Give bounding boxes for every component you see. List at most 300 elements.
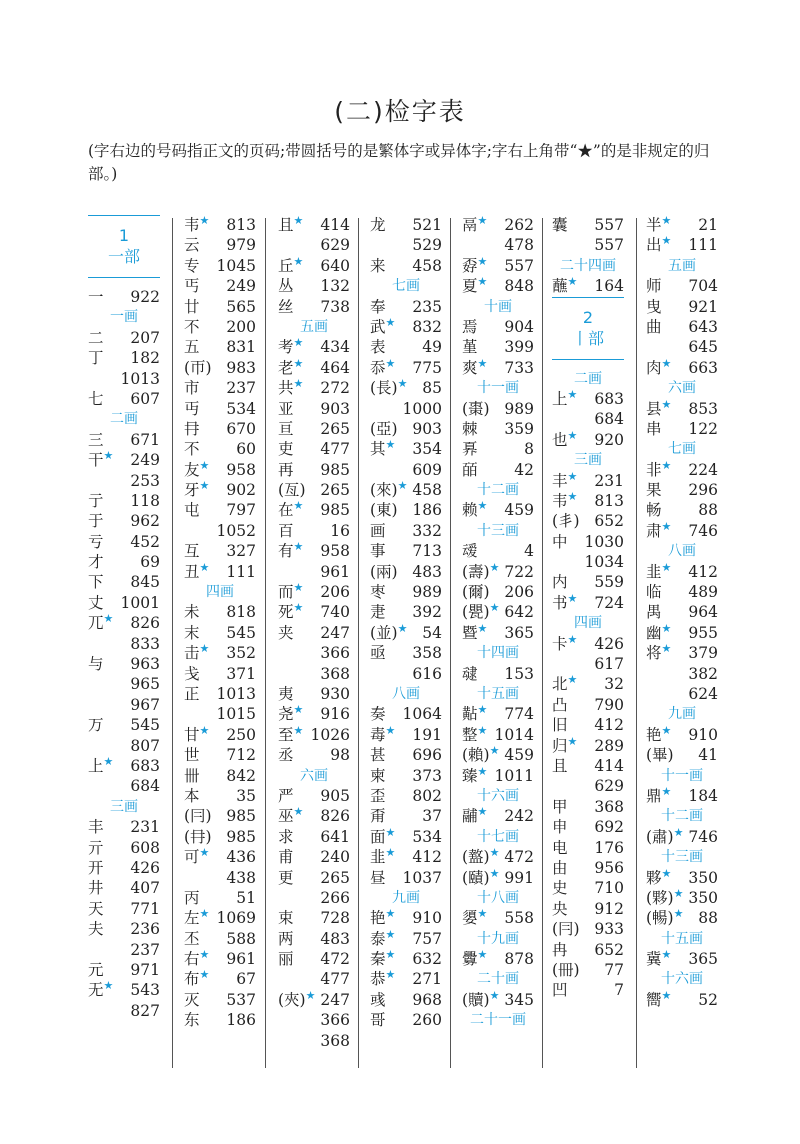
index-entry [278, 439, 350, 459]
entry-character: 奏 [370, 705, 386, 724]
entry-character: 正 [184, 684, 200, 703]
entry-page-number: 629 [320, 236, 350, 255]
entry-page-number: 529 [412, 236, 442, 255]
entry-character: 冀★ [646, 947, 672, 969]
entry-page-number: 371 [226, 664, 256, 683]
entry-page-number: 98 [330, 746, 350, 765]
stroke-count-header: 九画 [392, 889, 420, 906]
entry-page-number: 41 [698, 746, 718, 765]
entry-page-number: 746 [688, 521, 718, 540]
entry-character: 堇 [462, 338, 478, 357]
index-column [370, 215, 442, 1031]
entry-page-number: 692 [594, 818, 624, 837]
entry-page-number: 250 [226, 725, 256, 744]
index-entry [184, 664, 256, 684]
index-entry [462, 949, 534, 969]
entry-character: 下 [88, 573, 104, 592]
index-entry [370, 664, 442, 684]
entry-page-number: 7 [614, 981, 624, 1000]
entry-page-number: 483 [412, 562, 442, 581]
entry-page-number: 1013 [120, 369, 160, 388]
entry-page-number: 588 [226, 929, 256, 948]
entry-page-number: 231 [130, 818, 160, 837]
index-entry [462, 460, 534, 480]
entry-page-number: 345 [504, 990, 534, 1009]
entry-page-number: 684 [130, 777, 160, 796]
index-entry [278, 623, 350, 643]
entry-page-number: 392 [412, 603, 442, 622]
star-icon: ★ [661, 784, 672, 798]
star-icon: ★ [293, 356, 304, 370]
entry-page-number: 848 [504, 277, 534, 296]
index-entry [370, 337, 442, 357]
entry-page-number: 905 [320, 786, 350, 805]
index-entry [278, 297, 350, 317]
index-entry [184, 480, 256, 500]
entry-page-number: 1034 [584, 553, 624, 572]
column-divider [172, 218, 173, 1068]
entry-page-number: 365 [504, 623, 534, 642]
entry-character: 哥 [370, 1011, 386, 1030]
index-entry [278, 969, 350, 989]
radical-label: 一部 [107, 247, 140, 266]
entry-character: 末 [184, 623, 200, 642]
entry-character: 上★ [88, 754, 114, 775]
entry-page-number: 426 [130, 858, 160, 877]
entry-page-number: 1015 [216, 705, 256, 724]
entry-page-number: 652 [594, 512, 624, 531]
index-entry [278, 664, 350, 684]
star-icon: ★ [661, 621, 672, 635]
entry-page-number: 921 [688, 297, 718, 316]
entry-character: 电 [552, 838, 568, 857]
entry-character: 五 [184, 338, 200, 357]
entry-character: 二 [88, 328, 104, 347]
entry-page-number: 182 [130, 349, 160, 368]
entry-page-number: 833 [130, 634, 160, 653]
index-entry [462, 337, 534, 357]
entry-character: 云 [184, 236, 200, 255]
entry-page-number: 853 [688, 399, 718, 418]
index-entry [184, 704, 256, 724]
entry-character: 至★ [278, 723, 304, 744]
index-entry [370, 1010, 442, 1030]
entry-page-number: 813 [594, 491, 624, 510]
entry-character: 丰 [88, 818, 104, 837]
index-entry [646, 602, 718, 622]
entry-character: 东 [184, 1011, 200, 1030]
entry-character: (來)★ [370, 478, 408, 500]
index-entry [184, 929, 256, 949]
index-entry [88, 817, 160, 837]
index-entry [370, 256, 442, 276]
star-icon: ★ [103, 448, 114, 462]
index-entry [88, 695, 160, 715]
entry-page-number: 670 [226, 419, 256, 438]
entry-page-number: 489 [688, 583, 718, 602]
entry-page-number: 912 [594, 899, 624, 918]
index-entry [370, 969, 442, 989]
star-icon: ★ [397, 621, 408, 635]
entry-page-number: 558 [504, 909, 534, 928]
entry-page-number: 624 [688, 684, 718, 703]
index-entry [184, 969, 256, 989]
star-icon: ★ [103, 612, 114, 626]
index-entry [370, 643, 442, 663]
entry-page-number: 207 [130, 328, 160, 347]
star-icon: ★ [293, 376, 304, 390]
entry-page-number: 414 [594, 756, 624, 775]
entry-character: 亘 [278, 419, 294, 438]
star-icon: ★ [477, 907, 488, 921]
entry-page-number: 69 [140, 553, 160, 572]
index-entry [646, 521, 718, 541]
entry-page-number: 37 [422, 807, 442, 826]
entry-character: 甫 [278, 848, 294, 867]
index-entry [552, 756, 624, 776]
entry-character: 丞 [278, 746, 294, 765]
index-entry [370, 908, 442, 928]
index-entry [462, 908, 534, 928]
entry-page-number: 191 [412, 725, 442, 744]
index-entry [278, 419, 350, 439]
entry-character: 丏 [184, 399, 200, 418]
index-entry [552, 960, 624, 980]
entry-character: 史 [552, 879, 568, 898]
index-entry [552, 471, 624, 491]
entry-page-number: 961 [226, 950, 256, 969]
index-entry [552, 634, 624, 654]
entry-page-number: 640 [320, 256, 350, 275]
divider [88, 277, 160, 278]
index-entry [646, 317, 718, 337]
index-entry [370, 582, 442, 602]
star-icon: ★ [567, 673, 578, 687]
index-entry [552, 572, 624, 592]
entry-character: 束 [278, 909, 294, 928]
entry-page-number: 557 [594, 236, 624, 255]
entry-character: 吏 [278, 440, 294, 459]
entry-page-number: 991 [504, 868, 534, 887]
radical-label: 丨部 [571, 328, 604, 348]
entry-page-number: 436 [226, 848, 256, 867]
entry-character: 昼 [370, 868, 386, 887]
index-entry [552, 532, 624, 552]
index-entry [88, 287, 160, 307]
index-entry [184, 541, 256, 561]
stroke-count-header: 九画 [668, 706, 696, 723]
star-icon: ★ [385, 947, 396, 961]
index-entry [370, 929, 442, 949]
index-entry [646, 500, 718, 520]
index-entry [88, 654, 160, 674]
index-entry [370, 766, 442, 786]
entry-page-number: 534 [226, 399, 256, 418]
stroke-count-header: 十六画 [477, 787, 519, 804]
entry-page-number: 236 [130, 920, 160, 939]
star-icon: ★ [661, 560, 672, 574]
entry-page-number: 1052 [216, 521, 256, 540]
stroke-count-header: 十四画 [477, 645, 519, 662]
index-entry [646, 827, 718, 847]
entry-page-number: 434 [320, 338, 350, 357]
star-icon: ★ [293, 601, 304, 615]
entry-character: 上★ [552, 387, 578, 408]
entry-page-number: 458 [412, 256, 442, 275]
index-entry [278, 215, 350, 235]
entry-page-number: 35 [236, 786, 256, 805]
entry-character: 疌 [370, 603, 386, 622]
entry-page-number: 4 [524, 542, 534, 561]
entry-character: 戋 [184, 664, 200, 683]
index-entry [370, 868, 442, 888]
entry-character: (暢)★ [646, 907, 684, 928]
index-entry [278, 235, 350, 255]
index-entry [88, 552, 160, 572]
star-icon: ★ [103, 979, 114, 993]
star-icon: ★ [489, 845, 500, 859]
entry-page-number: 713 [412, 542, 442, 561]
entry-character: 丝 [278, 297, 294, 316]
divider [88, 215, 160, 216]
index-entry [278, 745, 350, 765]
entry-page-number: 111 [226, 562, 256, 581]
index-entry [278, 990, 350, 1010]
entry-page-number: 472 [504, 848, 534, 867]
entry-character: (冃) [184, 807, 212, 826]
index-entry [184, 215, 256, 235]
index-entry [184, 1010, 256, 1030]
index-entry [370, 378, 442, 398]
index-entry [370, 439, 442, 459]
entry-character: 共★ [278, 376, 304, 398]
entry-page-number: 740 [320, 603, 350, 622]
entry-character: 夫 [88, 920, 104, 939]
entry-page-number: 77 [604, 960, 624, 979]
entry-page-number: 1001 [120, 593, 160, 612]
index-entry [462, 215, 534, 235]
entry-page-number: 249 [130, 451, 160, 470]
index-entry [184, 806, 256, 826]
star-icon: ★ [293, 336, 304, 350]
entry-page-number: 186 [412, 501, 442, 520]
index-entry [278, 643, 350, 663]
entry-page-number: 224 [688, 460, 718, 479]
index-entry [462, 235, 534, 255]
entry-page-number: 933 [594, 920, 624, 939]
entry-character: (甖)★ [462, 601, 500, 622]
entry-character: 歪 [370, 786, 386, 805]
entry-character: (賾)★ [462, 866, 500, 887]
entry-character: 冉 [552, 940, 568, 959]
index-entry [370, 419, 442, 439]
entry-page-number: 968 [412, 990, 442, 1009]
index-entry [184, 786, 256, 806]
entry-character: (冃) [552, 920, 580, 939]
star-icon: ★ [477, 703, 488, 717]
entry-page-number: 483 [320, 929, 350, 948]
star-icon: ★ [661, 234, 672, 248]
index-entry [370, 990, 442, 1010]
index-entry [462, 419, 534, 439]
entry-character: 叆 [462, 542, 478, 561]
entry-character: 鼎★ [646, 784, 672, 805]
entry-page-number: 359 [504, 419, 534, 438]
entry-character: (兩) [370, 562, 398, 581]
entry-page-number: 696 [412, 746, 442, 765]
entry-character: 归★ [552, 734, 578, 755]
entry-character: 元 [88, 960, 104, 979]
entry-page-number: 963 [130, 655, 160, 674]
stroke-count-header: 四画 [574, 615, 602, 632]
index-entry [370, 541, 442, 561]
index-entry [278, 582, 350, 602]
index-entry [370, 725, 442, 745]
entry-page-number: 845 [130, 573, 160, 592]
entry-character: 泰★ [370, 927, 396, 948]
index-entry [552, 817, 624, 837]
entry-character: 丛 [278, 277, 294, 296]
entry-character: 友★ [184, 458, 210, 479]
entry-character: 七 [88, 389, 104, 408]
index-entry [646, 562, 718, 582]
entry-character: 韦★ [184, 213, 210, 234]
stroke-count-header: 十七画 [477, 828, 519, 845]
index-entry [462, 847, 534, 867]
star-icon: ★ [567, 428, 578, 442]
star-icon: ★ [661, 723, 672, 737]
entry-page-number: 477 [320, 440, 350, 459]
index-entry [462, 766, 534, 786]
entry-page-number: 910 [688, 725, 718, 744]
index-column [552, 215, 624, 1001]
entry-character: 可★ [184, 845, 210, 867]
entry-character: 皕 [462, 460, 478, 479]
index-entry [88, 980, 160, 1000]
star-icon: ★ [477, 805, 488, 819]
star-icon: ★ [489, 601, 500, 615]
entry-page-number: 1037 [402, 868, 442, 887]
entry-character: 秦★ [370, 947, 396, 969]
entry-page-number: 111 [688, 236, 718, 255]
entry-character: 考★ [278, 336, 304, 357]
index-entry [370, 745, 442, 765]
entry-page-number: 327 [226, 542, 256, 561]
entry-character: 焉 [462, 317, 478, 336]
column-divider [636, 218, 637, 1068]
entry-page-number: 632 [412, 950, 442, 969]
index-entry [88, 776, 160, 796]
index-entry [184, 623, 256, 643]
entry-character: (壽)★ [462, 560, 500, 581]
entry-page-number: 8 [524, 440, 534, 459]
entry-page-number: 247 [320, 623, 350, 642]
index-entry [552, 430, 624, 450]
entry-page-number: 42 [514, 460, 534, 479]
index-entry [278, 256, 350, 276]
entry-character: 丙 [184, 888, 200, 907]
entry-character: 奉 [370, 297, 386, 316]
index-entry [278, 358, 350, 378]
star-icon: ★ [397, 478, 408, 492]
entry-character: (肅)★ [646, 825, 684, 846]
entry-character: 央 [552, 899, 568, 918]
index-entry [88, 756, 160, 776]
star-icon: ★ [567, 275, 578, 289]
index-entry [278, 460, 350, 480]
entry-character: 天 [88, 899, 104, 918]
entry-character: 再 [278, 460, 294, 479]
entry-page-number: 920 [594, 430, 624, 449]
index-entry [278, 276, 350, 296]
index-entry [552, 940, 624, 960]
entry-page-number: 477 [320, 970, 350, 989]
entry-page-number: 985 [226, 827, 256, 846]
entry-character: 井 [88, 879, 104, 898]
entry-page-number: 51 [236, 888, 256, 907]
entry-character: 不 [184, 317, 200, 336]
stroke-count-header: 十六画 [661, 971, 703, 988]
index-entry [88, 940, 160, 960]
star-icon: ★ [293, 540, 304, 554]
entry-character: (賴)★ [462, 744, 500, 765]
index-entry [88, 471, 160, 491]
entry-character: (棗) [462, 399, 490, 418]
star-icon: ★ [673, 886, 684, 900]
entry-page-number: 916 [320, 705, 350, 724]
entry-page-number: 350 [688, 868, 718, 887]
entry-page-number: 902 [226, 481, 256, 500]
entry-character: 布★ [184, 968, 210, 989]
entry-character: 未 [184, 603, 200, 622]
entry-page-number: 965 [130, 675, 160, 694]
entry-character: 艳★ [370, 907, 396, 928]
divider [552, 297, 624, 298]
star-icon: ★ [385, 356, 396, 370]
index-entry [552, 736, 624, 756]
entry-page-number: 557 [594, 216, 624, 234]
star-icon: ★ [477, 213, 488, 227]
index-entry [370, 806, 442, 826]
entry-page-number: 827 [130, 1001, 160, 1020]
index-entry [646, 215, 718, 235]
star-icon: ★ [385, 825, 396, 839]
entry-page-number: 407 [130, 879, 160, 898]
index-entry [88, 736, 160, 756]
index-entry [552, 215, 624, 235]
entry-page-number: 452 [130, 532, 160, 551]
index-entry [370, 847, 442, 867]
index-entry [646, 276, 718, 296]
entry-page-number: 710 [594, 879, 624, 898]
star-icon: ★ [661, 519, 672, 533]
index-entry [370, 827, 442, 847]
index-entry [646, 908, 718, 928]
index-entry [462, 704, 534, 724]
entry-character: 严 [278, 786, 294, 805]
entry-page-number: 478 [504, 236, 534, 255]
star-icon: ★ [293, 213, 304, 227]
index-entry [184, 745, 256, 765]
entry-character: (冄) [184, 827, 212, 846]
entry-page-number: 352 [226, 644, 256, 663]
entry-character: 艳★ [646, 723, 672, 744]
entry-page-number: 206 [504, 583, 534, 602]
entry-page-number: 237 [226, 379, 256, 398]
entry-page-number: 266 [320, 888, 350, 907]
entry-character: 中 [552, 532, 568, 551]
index-entry [552, 654, 624, 674]
